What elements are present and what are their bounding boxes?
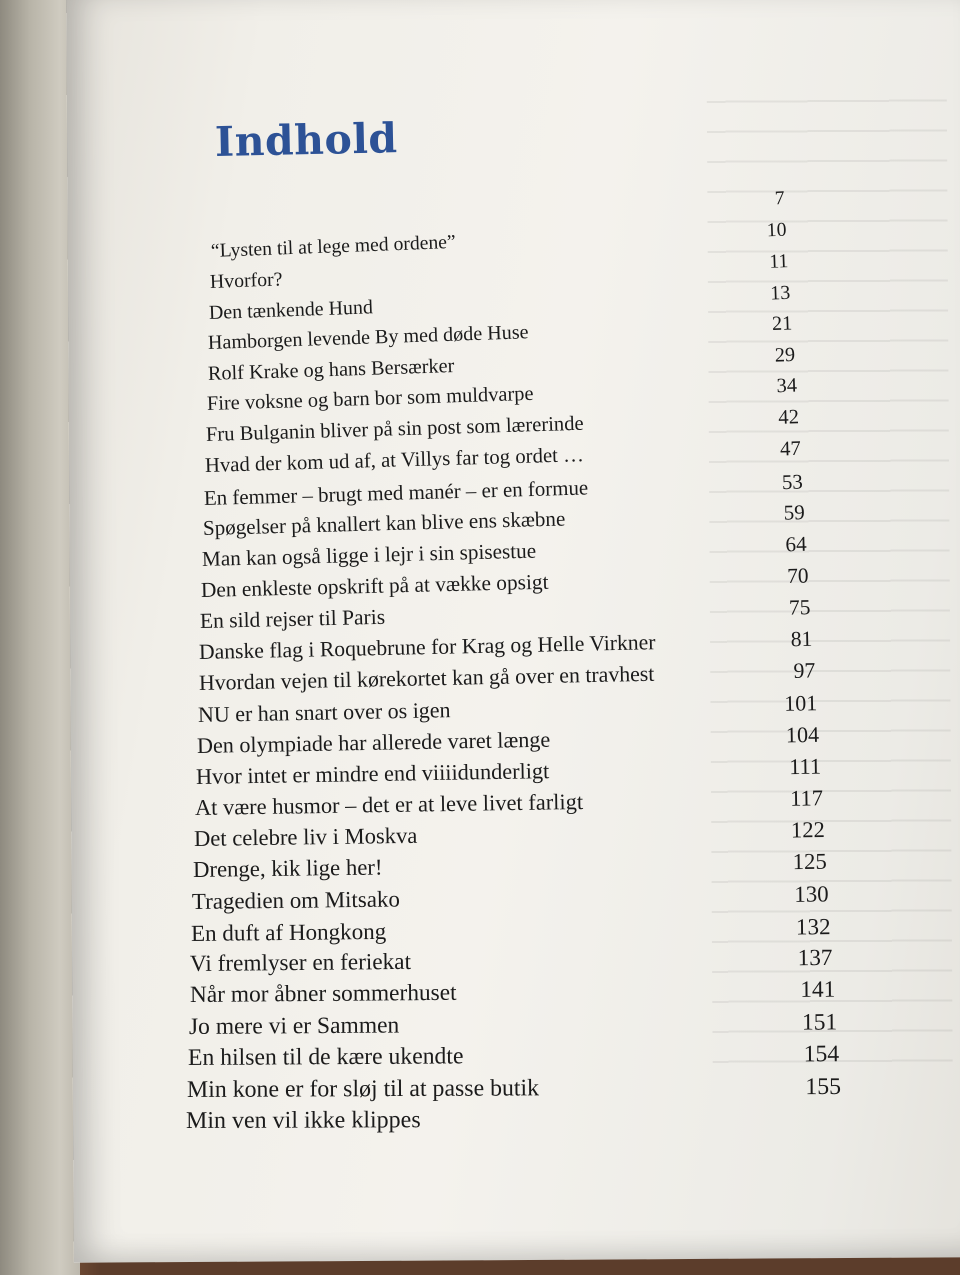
toc-entry-title: Vi fremlyser en feriekat (190, 949, 412, 978)
toc-entry-page-number: 155 (805, 1073, 842, 1100)
toc-entry-title: Drenge, kik lige her! (192, 854, 383, 883)
toc-entry-title: Det celebre liv i Moskva (193, 823, 418, 852)
toc-entry-title: “Lysten til at lege med ordene” (210, 231, 457, 263)
toc-entry-page-number: 34 (775, 375, 797, 398)
toc-entry-title: Hvordan vejen til kørekortet kan gå over en travhest (198, 661, 655, 695)
toc-entry-title: Den tænkende Hund (208, 295, 374, 324)
toc-entry-title: At være husmor – det er at leve livet farligt (194, 789, 584, 821)
toc-entry-title: En hilsen til de kære ukendte (187, 1043, 464, 1072)
toc-entry-page-number: 47 (779, 437, 801, 461)
toc-entry (192, 881, 829, 918)
toc-entry-page-number: 7 (774, 188, 785, 210)
toc-entry-title: Når mor åbner sommerhuset (189, 980, 457, 1009)
toc-entry-page-number: 21 (772, 312, 793, 336)
toc-entry-page-number: 125 (792, 849, 828, 875)
toc-entry-title: Hamborgen levende By med døde Huse (207, 321, 530, 355)
toc-entry-page-number: 75 (789, 595, 812, 620)
toc-entry-page-number: 151 (801, 1009, 838, 1036)
toc-entry-title: Hvad der kom ud af, at Villys far tog ordet … (204, 444, 584, 477)
toc-entry-page-number: 154 (803, 1041, 840, 1068)
toc-entry-page-number: 130 (794, 881, 830, 907)
toc-entry-page-number: 104 (785, 721, 820, 748)
toc-entry-title: Danske flag i Roquebrune for Krag og Helle Virkner (199, 630, 657, 665)
toc-entry-title: En sild rejser til Paris (200, 604, 386, 634)
toc-entry-page-number: 97 (792, 658, 816, 683)
toc-entry-page-number: 117 (789, 785, 824, 811)
toc-entry-title: Den enkleste opskrift på at vække opsigt (200, 569, 550, 603)
toc-entry-page-number: 137 (797, 945, 834, 972)
toc-entry-page-number: 132 (796, 913, 832, 940)
toc-entry-title: En duft af Hongkong (191, 917, 387, 946)
toc-entry-page-number: 10 (766, 219, 787, 242)
toc-entry-page-number: 70 (787, 563, 810, 589)
toc-entry-page-number: 111 (788, 753, 822, 780)
toc-entry-page-number: 81 (790, 626, 814, 652)
toc-entry-title: Den olympiade har allerede varet længe (196, 726, 551, 759)
toc-entry (187, 1073, 841, 1107)
page-title: Indhold (214, 114, 399, 166)
toc-entry-page-number: 42 (777, 406, 799, 430)
toc-entry-page-number: 59 (783, 500, 806, 526)
toc-entry (188, 1041, 839, 1076)
toc-entry (193, 849, 827, 887)
toc-entry-page-number: 101 (783, 690, 818, 716)
toc-entry-title: Min ven vil ikke klippes (185, 1107, 421, 1134)
toc-entry-title: Min kone er for sløj til at passe butik (186, 1074, 540, 1103)
toc-entry (190, 945, 833, 981)
toc-entry-page-number: 11 (769, 250, 789, 273)
toc-entry (189, 977, 835, 1013)
toc-entry-title: Hvorfor? (209, 268, 284, 294)
toc-entry-title: Fire voksne og barn bor som muldvarpe (206, 383, 534, 416)
toc-entry (186, 1106, 843, 1139)
toc-entry-page-number: 141 (799, 977, 836, 1004)
toc-entry-title: Hvor intet er mindre end viiiidunderligt (195, 758, 550, 790)
toc-entry-page-number: 29 (773, 343, 795, 367)
toc-entry-title: Jo mere vi er Sammen (188, 1012, 400, 1040)
toc-entry (189, 1009, 837, 1044)
toc-entry-page-number: 13 (770, 281, 791, 305)
toc-entry-page-number: 64 (785, 532, 808, 557)
toc-entry-title: Fru Bulganin bliver på sin post som lærerinde (205, 412, 584, 447)
toc-entry (191, 913, 831, 950)
toc-entry-title: Man kan også ligge i lejr i sin spisestue (201, 538, 537, 572)
toc-entry-title: Tragedien om Mitsako (192, 886, 401, 914)
toc-entry-page-number: 53 (781, 469, 804, 494)
toc-entry-title: Rolf Krake og hans Bersærker (207, 354, 455, 385)
toc-entry-title: En femmer – brugt med manér – er en formue (203, 475, 589, 510)
toc-entry-title: NU er han snart over os igen (197, 697, 451, 727)
toc-entry-title: Spøgelser på knallert kan blive ens skæbne (202, 506, 566, 541)
toc-entry-page-number: 122 (790, 817, 826, 843)
